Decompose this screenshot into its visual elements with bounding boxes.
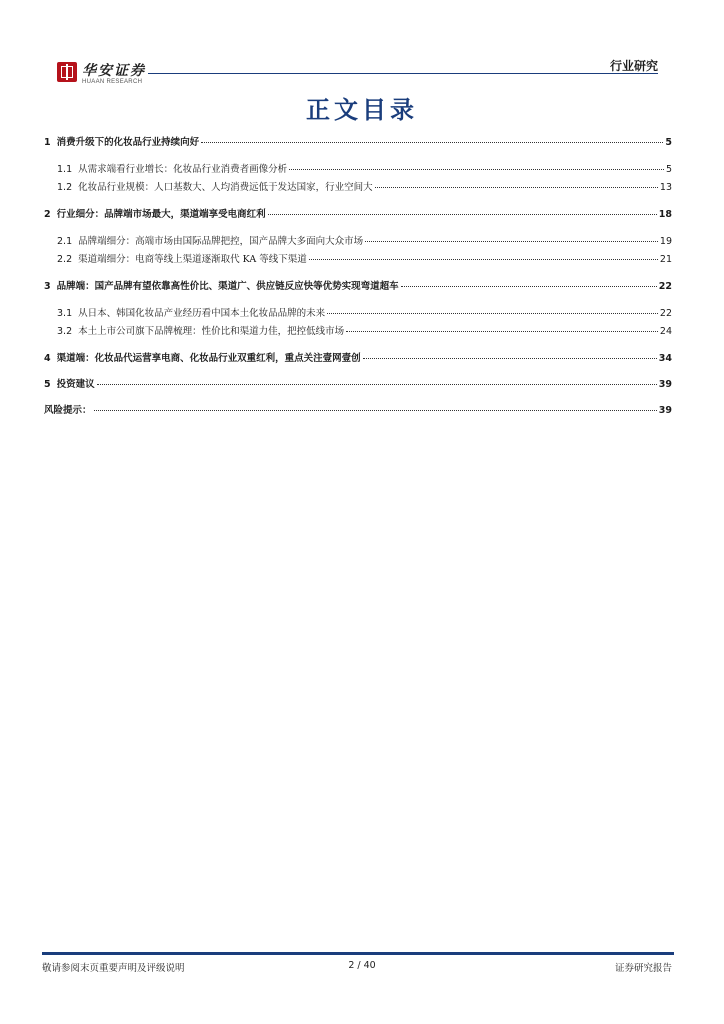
toc-entry-number: 2.2 (57, 254, 73, 265)
toc-entry[interactable] (44, 233, 672, 251)
toc-entry-page: 22 (658, 281, 672, 292)
toc-entry-page: 5 (665, 164, 672, 175)
toc-entry-page: 22 (659, 308, 672, 319)
toc-entry-text: 行业细分：品牌端市场最大，渠道端享受电商红利 (56, 209, 266, 220)
toc-leader-dots (201, 142, 663, 143)
toc-leader-dots (375, 187, 658, 188)
toc-entry-page: 24 (659, 326, 672, 337)
toc-entry-number: 1 (44, 137, 51, 148)
toc-title: 正文目录 (306, 96, 418, 124)
toc-entry-text: 风险提示： (44, 405, 92, 416)
toc-entry-number: 5 (44, 379, 51, 390)
toc-entry[interactable] (44, 376, 672, 394)
toc-entry-page: 19 (659, 236, 672, 247)
toc-entry-text: 投资建议 (56, 379, 95, 390)
toc-leader-dots (309, 259, 658, 260)
toc-entry-number: 3.2 (57, 326, 73, 337)
toc-entry[interactable] (44, 179, 672, 197)
toc-entry-text: 渠道端细分：电商等线上渠道逐渐取代 KA 等线下渠道 (78, 254, 307, 265)
toc-entry-page: 39 (658, 405, 672, 416)
logo-chinese-name: 华安证券 (82, 63, 146, 79)
report-category-tag: 行业研究 (609, 59, 658, 73)
toc-leader-dots (268, 214, 657, 215)
toc-entry-number: 4 (44, 353, 51, 364)
toc-entry[interactable] (44, 251, 672, 269)
toc-entry-number: 3 (44, 281, 51, 292)
toc-entry-number: 2.1 (57, 236, 73, 247)
toc-entry-page: 5 (665, 137, 672, 148)
toc-entry[interactable] (44, 161, 672, 179)
toc-entry-number: 2 (44, 209, 51, 220)
toc-entry[interactable] (44, 350, 672, 368)
toc-entry-page: 39 (658, 379, 672, 390)
toc-entry-text: 化妆品行业规模：人口基数大、人均消费远低于发达国家，行业空间大 (78, 182, 373, 193)
toc-leader-dots (401, 286, 657, 287)
toc-entry-text: 从需求端看行业增长：化妆品行业消费者画像分析 (78, 164, 288, 175)
toc-leader-dots (289, 169, 664, 170)
footer-report-type: 证券研究报告 (614, 963, 672, 974)
toc-entry-text: 渠道端：化妆品代运营享电商、化妆品行业双重红利，重点关注壹网壹创 (56, 353, 361, 364)
toc-entry-page: 21 (659, 254, 672, 265)
toc-entry-page: 34 (658, 353, 672, 364)
toc-entry-number: 1.2 (57, 182, 73, 193)
toc-entry-text: 品牌端细分：高端市场由国际品牌把控，国产品牌大多面向大众市场 (78, 236, 364, 247)
toc-entry-text: 品牌端：国产品牌有望依靠高性价比、渠道广、供应链反应快等优势实现弯道超车 (56, 281, 399, 292)
toc-leader-dots (346, 331, 658, 332)
toc-entry-number: 3.1 (57, 308, 73, 319)
page-header (0, 0, 724, 100)
toc-entry[interactable] (44, 402, 672, 420)
header-divider (148, 73, 658, 74)
footer-divider (42, 952, 674, 955)
toc-entry-text: 本土上市公司旗下品牌梳理：性价比和渠道力佳，把控低线市场 (78, 326, 345, 337)
logo-english-name: HUAAN RESEARCH (82, 79, 143, 85)
toc-leader-dots (97, 384, 657, 385)
toc-entry-page: 13 (659, 182, 672, 193)
toc-entry-text: 消费升级下的化妆品行业持续向好 (56, 137, 200, 148)
toc-entry[interactable] (44, 206, 672, 224)
toc-entry[interactable] (44, 323, 672, 341)
huaan-logo-icon (57, 62, 77, 82)
toc-leader-dots (94, 410, 657, 411)
toc-entry[interactable] (44, 305, 672, 323)
toc-leader-dots (363, 358, 657, 359)
toc-entry[interactable] (44, 278, 672, 296)
toc-entry-number: 1.1 (57, 164, 73, 175)
toc-entry-page: 18 (658, 209, 672, 220)
page-number: 2 / 40 (348, 960, 376, 971)
toc-entry[interactable] (44, 134, 672, 152)
toc-leader-dots (327, 313, 658, 314)
footer-disclaimer: 敬请参阅末页重要声明及评级说明 (42, 963, 185, 974)
toc-leader-dots (365, 241, 658, 242)
toc-entry-text: 从日本、韩国化妆品产业经历看中国本土化妆品品牌的未来 (78, 308, 326, 319)
